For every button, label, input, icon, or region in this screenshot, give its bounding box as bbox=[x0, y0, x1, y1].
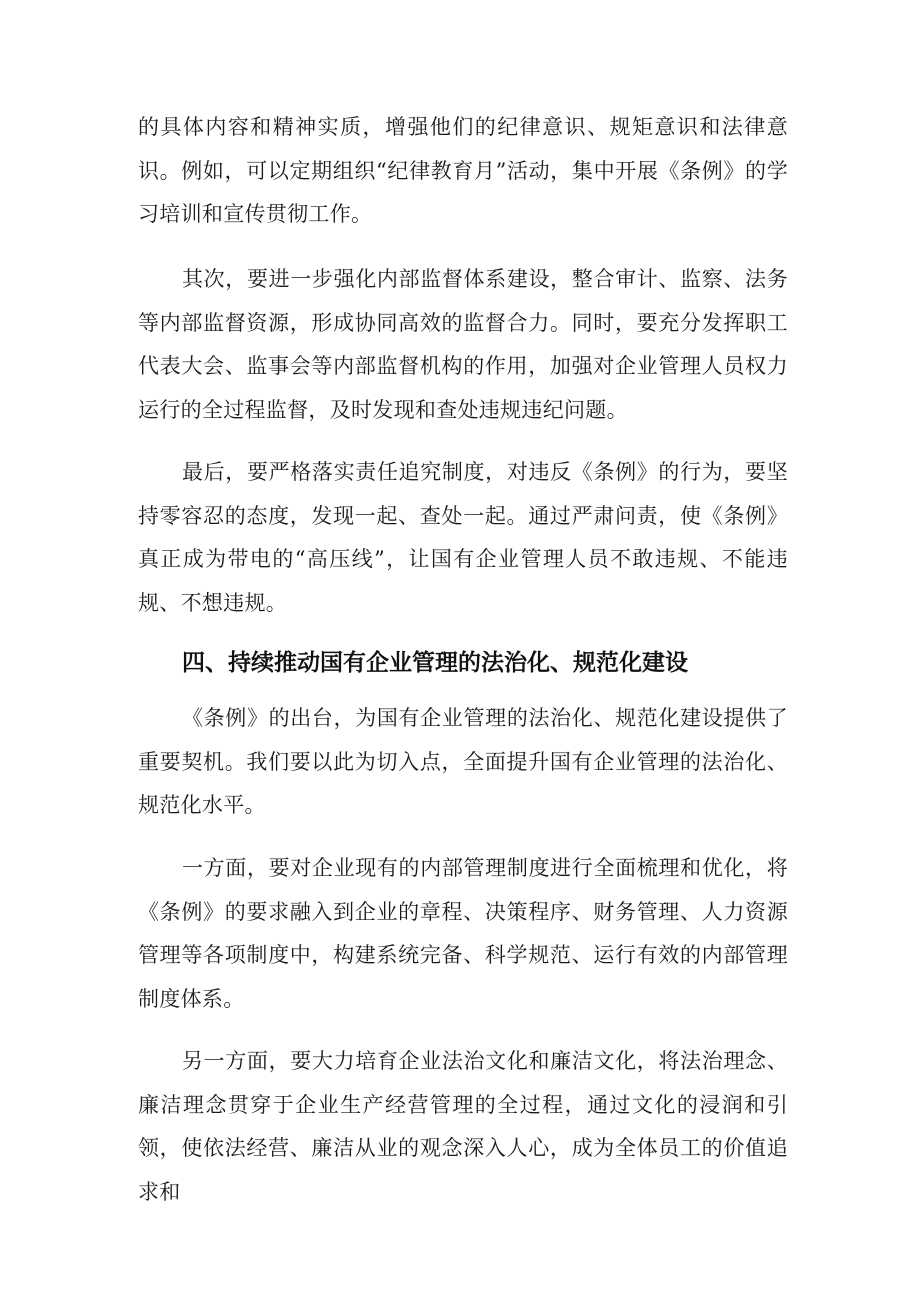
paragraph-finally: 最后，要严格落实责任追究制度，对违反《条例》的行为，要坚持零容忍的态度，发现一起、查处一起。通过严肃问责，使《条例》真正成为带电的“高压线”，让国有企业管理人员不敢违规、不能违规、不想违规。 bbox=[138, 460, 788, 616]
paragraph-continuation: 的具体内容和精神实质，增强他们的纪律意识、规矩意识和法律意识。例如，可以定期组织“纪律教育月”活动，集中开展《条例》的学习培训和宣传贯彻工作。 bbox=[138, 115, 788, 227]
paragraph-on-one-hand: 一方面，要对企业现有的内部管理制度进行全面梳理和优化，将《条例》的要求融入到企业的章程、决策程序、财务管理、人力资源管理等各项制度中，构建系统完备、科学规范、运行有效的内部管理制度体系。 bbox=[138, 856, 788, 1012]
paragraph-on-other-hand: 另一方面，要大力培育企业法治文化和廉洁文化，将法治理念、廉洁理念贯穿于企业生产经营管理的全过程，通过文化的浸润和引领，使依法经营、廉洁从业的观念深入人心，成为全体员工的价值追求和 bbox=[138, 1049, 788, 1205]
paragraph-section-intro: 《条例》的出台，为国有企业管理的法治化、规范化建设提供了重要契机。我们要以此为切入点，全面提升国有企业管理的法治化、规范化水平。 bbox=[138, 706, 788, 818]
paragraph-secondly: 其次，要进一步强化内部监督体系建设，整合审计、监察、法务等内部监督资源，形成协同高效的监督合力。同时，要充分发挥职工代表大会、监事会等内部监督机构的作用，加强对企业管理人员权力运行的全过程监督，及时发现和查处违规违纪问题。 bbox=[138, 267, 788, 423]
section-heading: 四、持续推动国有企业管理的法治化、规范化建设 bbox=[182, 650, 688, 676]
